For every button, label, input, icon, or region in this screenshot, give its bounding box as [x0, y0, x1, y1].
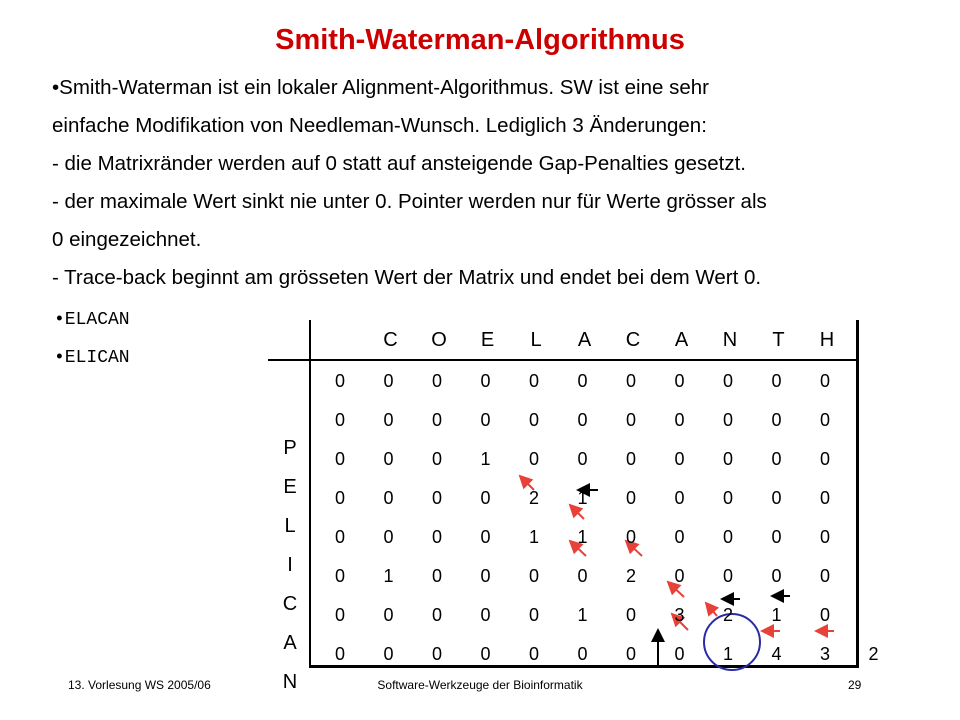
column-header: E [480, 329, 495, 351]
matrix-cell: 3 [674, 605, 685, 625]
matrix-cell: 0 [674, 566, 685, 586]
matrix-cell: 0 [625, 371, 636, 391]
matrix-cell: 0 [431, 449, 442, 469]
matrix-cell: 0 [771, 566, 782, 586]
matrix-cell: 0 [674, 644, 685, 664]
matrix-cell: 0 [480, 605, 491, 625]
matrix-cell: 0 [674, 449, 685, 469]
change-3: - Trace-back beginnt am grösseten Wert der Matrix und endet bei dem Wert 0. [52, 266, 762, 289]
matrix-cell: 0 [577, 449, 588, 469]
matrix-cell: 3 [819, 644, 830, 664]
matrix-cell: 0 [674, 527, 685, 547]
column-header: O [431, 329, 447, 351]
matrix-cell: 0 [528, 605, 539, 625]
column-header: L [530, 329, 542, 351]
matrix-cell: 0 [819, 449, 830, 469]
matrix-cell: 2 [868, 644, 879, 664]
row-header: L [284, 515, 296, 537]
matrix-cell: 0 [383, 410, 394, 430]
intro-line-1: •Smith-Waterman ist ein lokaler Alignment-Algorithmus. SW ist eine sehr [52, 76, 709, 99]
matrix-cell: 0 [674, 410, 685, 430]
matrix-cell: 1 [577, 605, 588, 625]
matrix-cell: 0 [625, 644, 636, 664]
matrix-cell: 0 [819, 605, 830, 625]
sequence-1: •ELACAN [54, 310, 130, 330]
matrix-cell: 0 [528, 644, 539, 664]
matrix-cell: 0 [625, 527, 636, 547]
matrix-cell: 0 [819, 488, 830, 508]
matrix-cell: 0 [334, 605, 345, 625]
column-header: A [577, 329, 592, 351]
sequence-2: •ELICAN [54, 348, 130, 368]
matrix-cell: 0 [383, 449, 394, 469]
matrix-cell: 2 [528, 488, 539, 508]
matrix-cell: 0 [771, 488, 782, 508]
matrix-cell: 0 [819, 410, 830, 430]
row-header: C [282, 593, 298, 615]
matrix-cell: 0 [431, 605, 442, 625]
matrix-cell: 0 [819, 371, 830, 391]
matrix-cell: 0 [722, 410, 733, 430]
matrix-cell: 0 [383, 527, 394, 547]
row-header: E [283, 476, 297, 498]
matrix-cell: 1 [577, 488, 588, 508]
matrix-cell: 0 [625, 449, 636, 469]
matrix-cell: 0 [480, 410, 491, 430]
matrix-cell: 1 [722, 644, 733, 664]
matrix-cell: 0 [625, 605, 636, 625]
matrix-cell: 0 [819, 527, 830, 547]
matrix-cell: 0 [528, 449, 539, 469]
matrix-cell: 0 [771, 371, 782, 391]
column-header: H [819, 329, 835, 351]
matrix-cell: 0 [528, 566, 539, 586]
matrix-cell: 0 [577, 566, 588, 586]
matrix-cell: 0 [577, 644, 588, 664]
matrix-cell: 0 [334, 371, 345, 391]
matrix-cell: 0 [334, 410, 345, 430]
matrix-cell: 0 [431, 488, 442, 508]
matrix-cell: 0 [674, 488, 685, 508]
footer-center: Software-Werkzeuge der Bioinformatik [377, 678, 583, 692]
matrix-cell: 0 [431, 371, 442, 391]
column-header: C [383, 329, 398, 351]
matrix-cell: 0 [480, 488, 491, 508]
matrix-cell: 0 [383, 644, 394, 664]
change-2a: - der maximale Wert sinkt nie unter 0. Pointer werden nur für Werte grösser als [52, 190, 767, 213]
matrix-cell: 0 [383, 371, 394, 391]
matrix-cell: 0 [334, 488, 345, 508]
matrix-cell: 0 [819, 566, 830, 586]
matrix-cell: 0 [771, 410, 782, 430]
matrix-cell: 0 [771, 449, 782, 469]
matrix-cell: 0 [334, 644, 345, 664]
matrix-cell: 4 [771, 644, 782, 664]
change-2b: 0 eingezeichnet. [52, 228, 202, 251]
row-header: P [283, 437, 297, 459]
footer-page-number: 29 [848, 678, 862, 692]
column-header: A [674, 329, 689, 351]
column-header: C [625, 329, 641, 351]
matrix-cell: 1 [577, 527, 588, 547]
matrix-cell: 0 [383, 605, 394, 625]
matrix-cell: 0 [431, 566, 442, 586]
row-header: A [283, 632, 297, 654]
row-header: I [287, 554, 293, 576]
matrix-cell: 0 [383, 488, 394, 508]
matrix-cell: 0 [528, 410, 539, 430]
matrix-cell: 0 [625, 488, 636, 508]
matrix-cell: 2 [625, 566, 636, 586]
matrix-cell: 0 [480, 527, 491, 547]
footer-left: 13. Vorlesung WS 2005/06 [68, 678, 211, 692]
matrix-cell: 1 [480, 449, 491, 469]
matrix-cell: 0 [528, 371, 539, 391]
matrix-cell: 1 [528, 527, 539, 547]
matrix-cell: 0 [577, 371, 588, 391]
matrix-cell: 0 [771, 527, 782, 547]
matrix-cell: 0 [431, 644, 442, 664]
slide-title: Smith-Waterman-Algorithmus [275, 24, 685, 56]
matrix-cell: 0 [480, 371, 491, 391]
column-header: T [772, 329, 785, 351]
intro-line-2: einfache Modifikation von Needleman-Wunsch. Lediglich 3 Änderungen: [52, 114, 707, 137]
matrix-cell: 0 [722, 371, 733, 391]
matrix-cell: 0 [480, 644, 491, 664]
matrix-cell: 0 [334, 566, 345, 586]
matrix-cell: 0 [334, 527, 345, 547]
matrix-cell: 0 [625, 410, 636, 430]
matrix-cell: 0 [722, 449, 733, 469]
matrix-cell: 0 [722, 527, 733, 547]
matrix-cell: 0 [674, 371, 685, 391]
matrix-cell: 1 [771, 605, 782, 625]
matrix-cell: 0 [480, 566, 491, 586]
matrix-cell: 1 [383, 566, 394, 586]
matrix-cell: 2 [722, 605, 733, 625]
row-header: N [282, 671, 298, 693]
matrix-cell: 0 [334, 449, 345, 469]
change-1: - die Matrixränder werden auf 0 statt auf ansteigende Gap-Penalties gesetzt. [52, 152, 746, 175]
column-header: N [722, 329, 738, 351]
matrix-cell: 0 [431, 527, 442, 547]
matrix-cell: 0 [431, 410, 442, 430]
matrix-cell: 0 [722, 488, 733, 508]
matrix-cell: 0 [722, 566, 733, 586]
matrix-cell: 0 [577, 410, 588, 430]
